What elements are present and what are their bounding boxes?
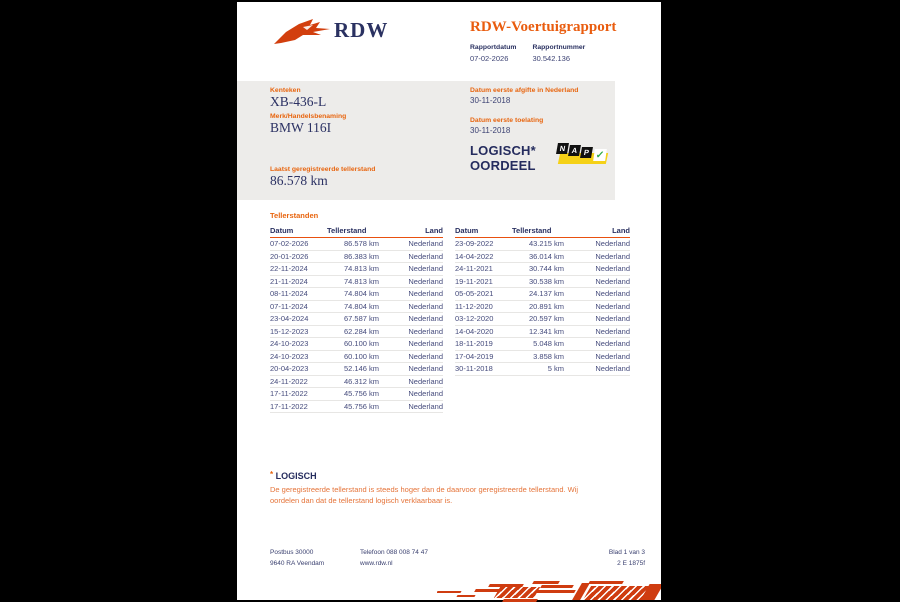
table-row: 24-10-2023 60.100 km Nederland: [270, 338, 443, 351]
tellerstanden-table-left: [270, 223, 443, 413]
col-datum: Datum: [270, 225, 294, 235]
nap-letter-a: A: [568, 145, 581, 156]
nap-letter-p: P: [580, 147, 593, 158]
rapportdatum-value: 07-02-2026: [470, 54, 509, 63]
toelating-value: 30-11-2018: [470, 126, 511, 135]
table-row: 08-11-2024 74.804 km Nederland: [270, 288, 443, 301]
col-tellerstand: Tellerstand: [512, 225, 552, 235]
table-row: 03-12-2020 20.597 km Nederland: [455, 313, 630, 326]
rapportnummer-label: Rapportnummer: [532, 44, 586, 51]
table-row: 11-12-2020 20.891 km Nederland: [455, 301, 630, 314]
table-row: 24-10-2023 60.100 km Nederland: [270, 351, 443, 364]
footer-contact: Telefoon 088 008 74 47 www.rdw.nl: [360, 549, 428, 567]
footer-doc-code: 2 E 1875f: [617, 560, 645, 567]
col-datum: Datum: [455, 225, 479, 235]
tellerstand-label: Laatst geregistreerde tellerstand: [270, 166, 376, 173]
kenteken-label: Kenteken: [270, 87, 301, 94]
watermark-stripes-decoration: [437, 579, 661, 602]
vehicle-summary-panel: [237, 81, 615, 200]
footer-page-number: Blad 1 van 3: [608, 549, 645, 556]
footnote-text: De geregistreerde tellerstand is steeds hoger dan de daarvoor geregistreerde tellerstand. Wij oordelen dan dat de tellerstand logisch verklaarbaar is.: [270, 485, 579, 505]
afgifte-label: Datum eerste afgifte in Nederland: [470, 87, 579, 94]
tellerstand-value: 86.578 km: [270, 173, 328, 188]
afgifte-value: 30-11-2018: [470, 96, 511, 105]
col-land: Land: [612, 225, 630, 235]
table-row: 23-04-2024 67.587 km Nederland: [270, 313, 443, 326]
table-row: 07-02-2026 86.578 km Nederland: [270, 238, 443, 251]
table-row: 20-04-2023 52.146 km Nederland: [270, 363, 443, 376]
table-row: 14-04-2020 12.341 km Nederland: [455, 326, 630, 339]
nap-logo-icon: [557, 143, 611, 169]
col-tellerstand: Tellerstand: [327, 225, 367, 235]
table-row: 21-11-2024 74.813 km Nederland: [270, 276, 443, 289]
table-row: 17-11-2022 45.756 km Nederland: [270, 388, 443, 401]
table-row: 19-11-2021 30.538 km Nederland: [455, 276, 630, 289]
toelating-label: Datum eerste toelating: [470, 117, 544, 124]
rapportdatum-label: Rapportdatum: [470, 44, 517, 51]
table-row: 05-05-2021 24.137 km Nederland: [455, 288, 630, 301]
rapportnummer-value: 30.542.136: [532, 54, 570, 63]
table-row: 15-12-2023 62.284 km Nederland: [270, 326, 443, 339]
nap-letter-n: N: [556, 143, 569, 154]
table-row: 30-11-2018 5 km Nederland: [455, 363, 630, 376]
table-row: 17-11-2022 45.756 km Nederland: [270, 401, 443, 414]
table-row: 18-11-2019 5.048 km Nederland: [455, 338, 630, 351]
table-row: 24-11-2022 46.312 km Nederland: [270, 376, 443, 389]
rdw-bird-icon: [273, 17, 331, 49]
footer-pagination: [567, 547, 645, 569]
table-row: 22-11-2024 74.813 km Nederland: [270, 263, 443, 276]
merk-value: BMW 116I: [270, 120, 332, 135]
page-title: RDW-Voertuigrapport: [470, 19, 617, 35]
table-row: 17-04-2019 3.858 km Nederland: [455, 351, 630, 364]
tellerstanden-table-right: [455, 223, 630, 376]
table-row: 20-01-2026 86.383 km Nederland: [270, 251, 443, 264]
kenteken-value: XB-436-L: [270, 94, 327, 109]
col-land: Land: [425, 225, 443, 235]
tellerstanden-section-title: Tellerstanden: [270, 211, 319, 220]
table-row: 07-11-2024 74.804 km Nederland: [270, 301, 443, 314]
rdw-report-page: [237, 0, 661, 600]
report-meta: [470, 44, 585, 63]
footer-address: Postbus 30000 9640 RA Veendam: [270, 549, 325, 567]
rapportdatum-field: [470, 44, 516, 63]
brand-wordmark: RDW: [334, 18, 389, 42]
merk-label: Merk/Handelsbenaming: [270, 113, 347, 120]
footnote-asterisk: *: [270, 470, 274, 479]
table-row: 24-11-2021 30.744 km Nederland: [455, 263, 630, 276]
footnote-title: * LOGISCH: [270, 470, 317, 481]
rapportnummer-field: [532, 44, 585, 63]
table-row: 14-04-2022 36.014 km Nederland: [455, 251, 630, 264]
table-row: 23-09-2022 43.215 km Nederland: [455, 238, 630, 251]
oordeel-text: LOGISCH* OORDEEL: [470, 143, 536, 173]
table-header: [455, 223, 630, 238]
nap-check-icon: ✓: [595, 149, 605, 161]
footer-website: www.rdw.nl: [360, 560, 393, 567]
table-header: [270, 223, 443, 238]
